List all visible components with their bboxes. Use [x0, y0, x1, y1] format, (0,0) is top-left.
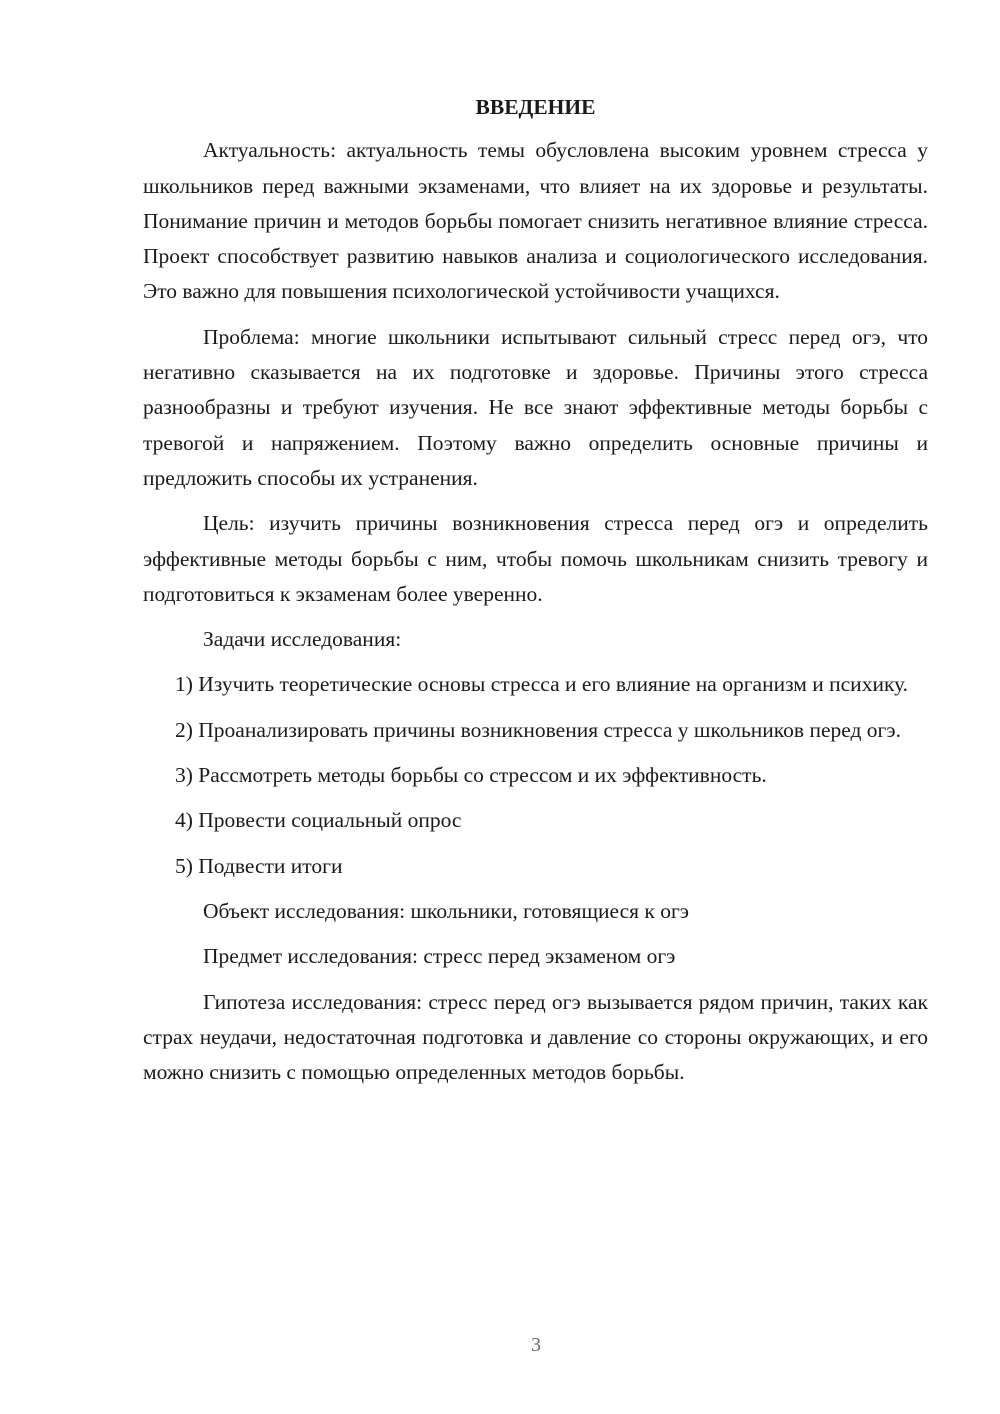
- paragraph-goal: Цель: изучить причины возникновения стресса перед огэ и определить эффективные методы борьбы с ним, чтобы помочь школьникам снизить тревогу и подготовиться к экзаменам более уверенно.: [143, 511, 928, 606]
- section-title: ВВЕДЕНИЕ: [475, 95, 596, 119]
- paragraph-object: Объект исследования: школьники, готовящиеся к огэ: [203, 898, 690, 923]
- page-number: 3: [531, 1334, 541, 1356]
- task-item-5: 5) Подвести итоги: [175, 853, 343, 878]
- task-item-2: 2) Проанализировать причины возникновения стресса у школьников перед огэ.: [175, 717, 901, 742]
- paragraph-problem: Проблема: многие школьники испытывают сильный стресс перед огэ, что негативно сказывается на их подготовке и здоровье. Причины этого стресса разнообразны и требуют изучения. Не все знают эффективные методы борьбы с тревогой и напряжением. Поэтому важно определить основные причины и предложить способы их устранения.: [143, 324, 928, 490]
- task-item-1: 1) Изучить теоретические основы стресса и его влияние на организм и психику.: [175, 672, 909, 697]
- task-item-3: 3) Рассмотреть методы борьбы со стрессом и их эффективность.: [175, 763, 767, 788]
- task-item-4: 4) Провести социальный опрос: [175, 808, 462, 833]
- paragraph-relevance: Актуальность: актуальность темы обусловлена высоким уровнем стресса у школьников перед важными экзаменами, что влияет на их здоровье и результаты. Понимание причин и методов борьбы помогает снизить негативное влияние стресса. Проект способствует развитию навыков анализа и социологического исследования. Это важно для повышения психологической устойчивости учащихся.: [143, 138, 928, 304]
- paragraph-subject: Предмет исследования: стресс перед экзаменом огэ: [203, 944, 676, 969]
- paragraph-hypothesis: Гипотеза исследования: стресс перед огэ вызывается рядом причин, таких как страх неудачи, недостаточная подготовка и давление со стороны окружающих, и его можно снизить с помощью определенных методов борьбы.: [143, 989, 928, 1085]
- paragraph-tasks-heading: Задачи исследования:: [203, 627, 402, 652]
- document-page: [143, 90, 928, 1100]
